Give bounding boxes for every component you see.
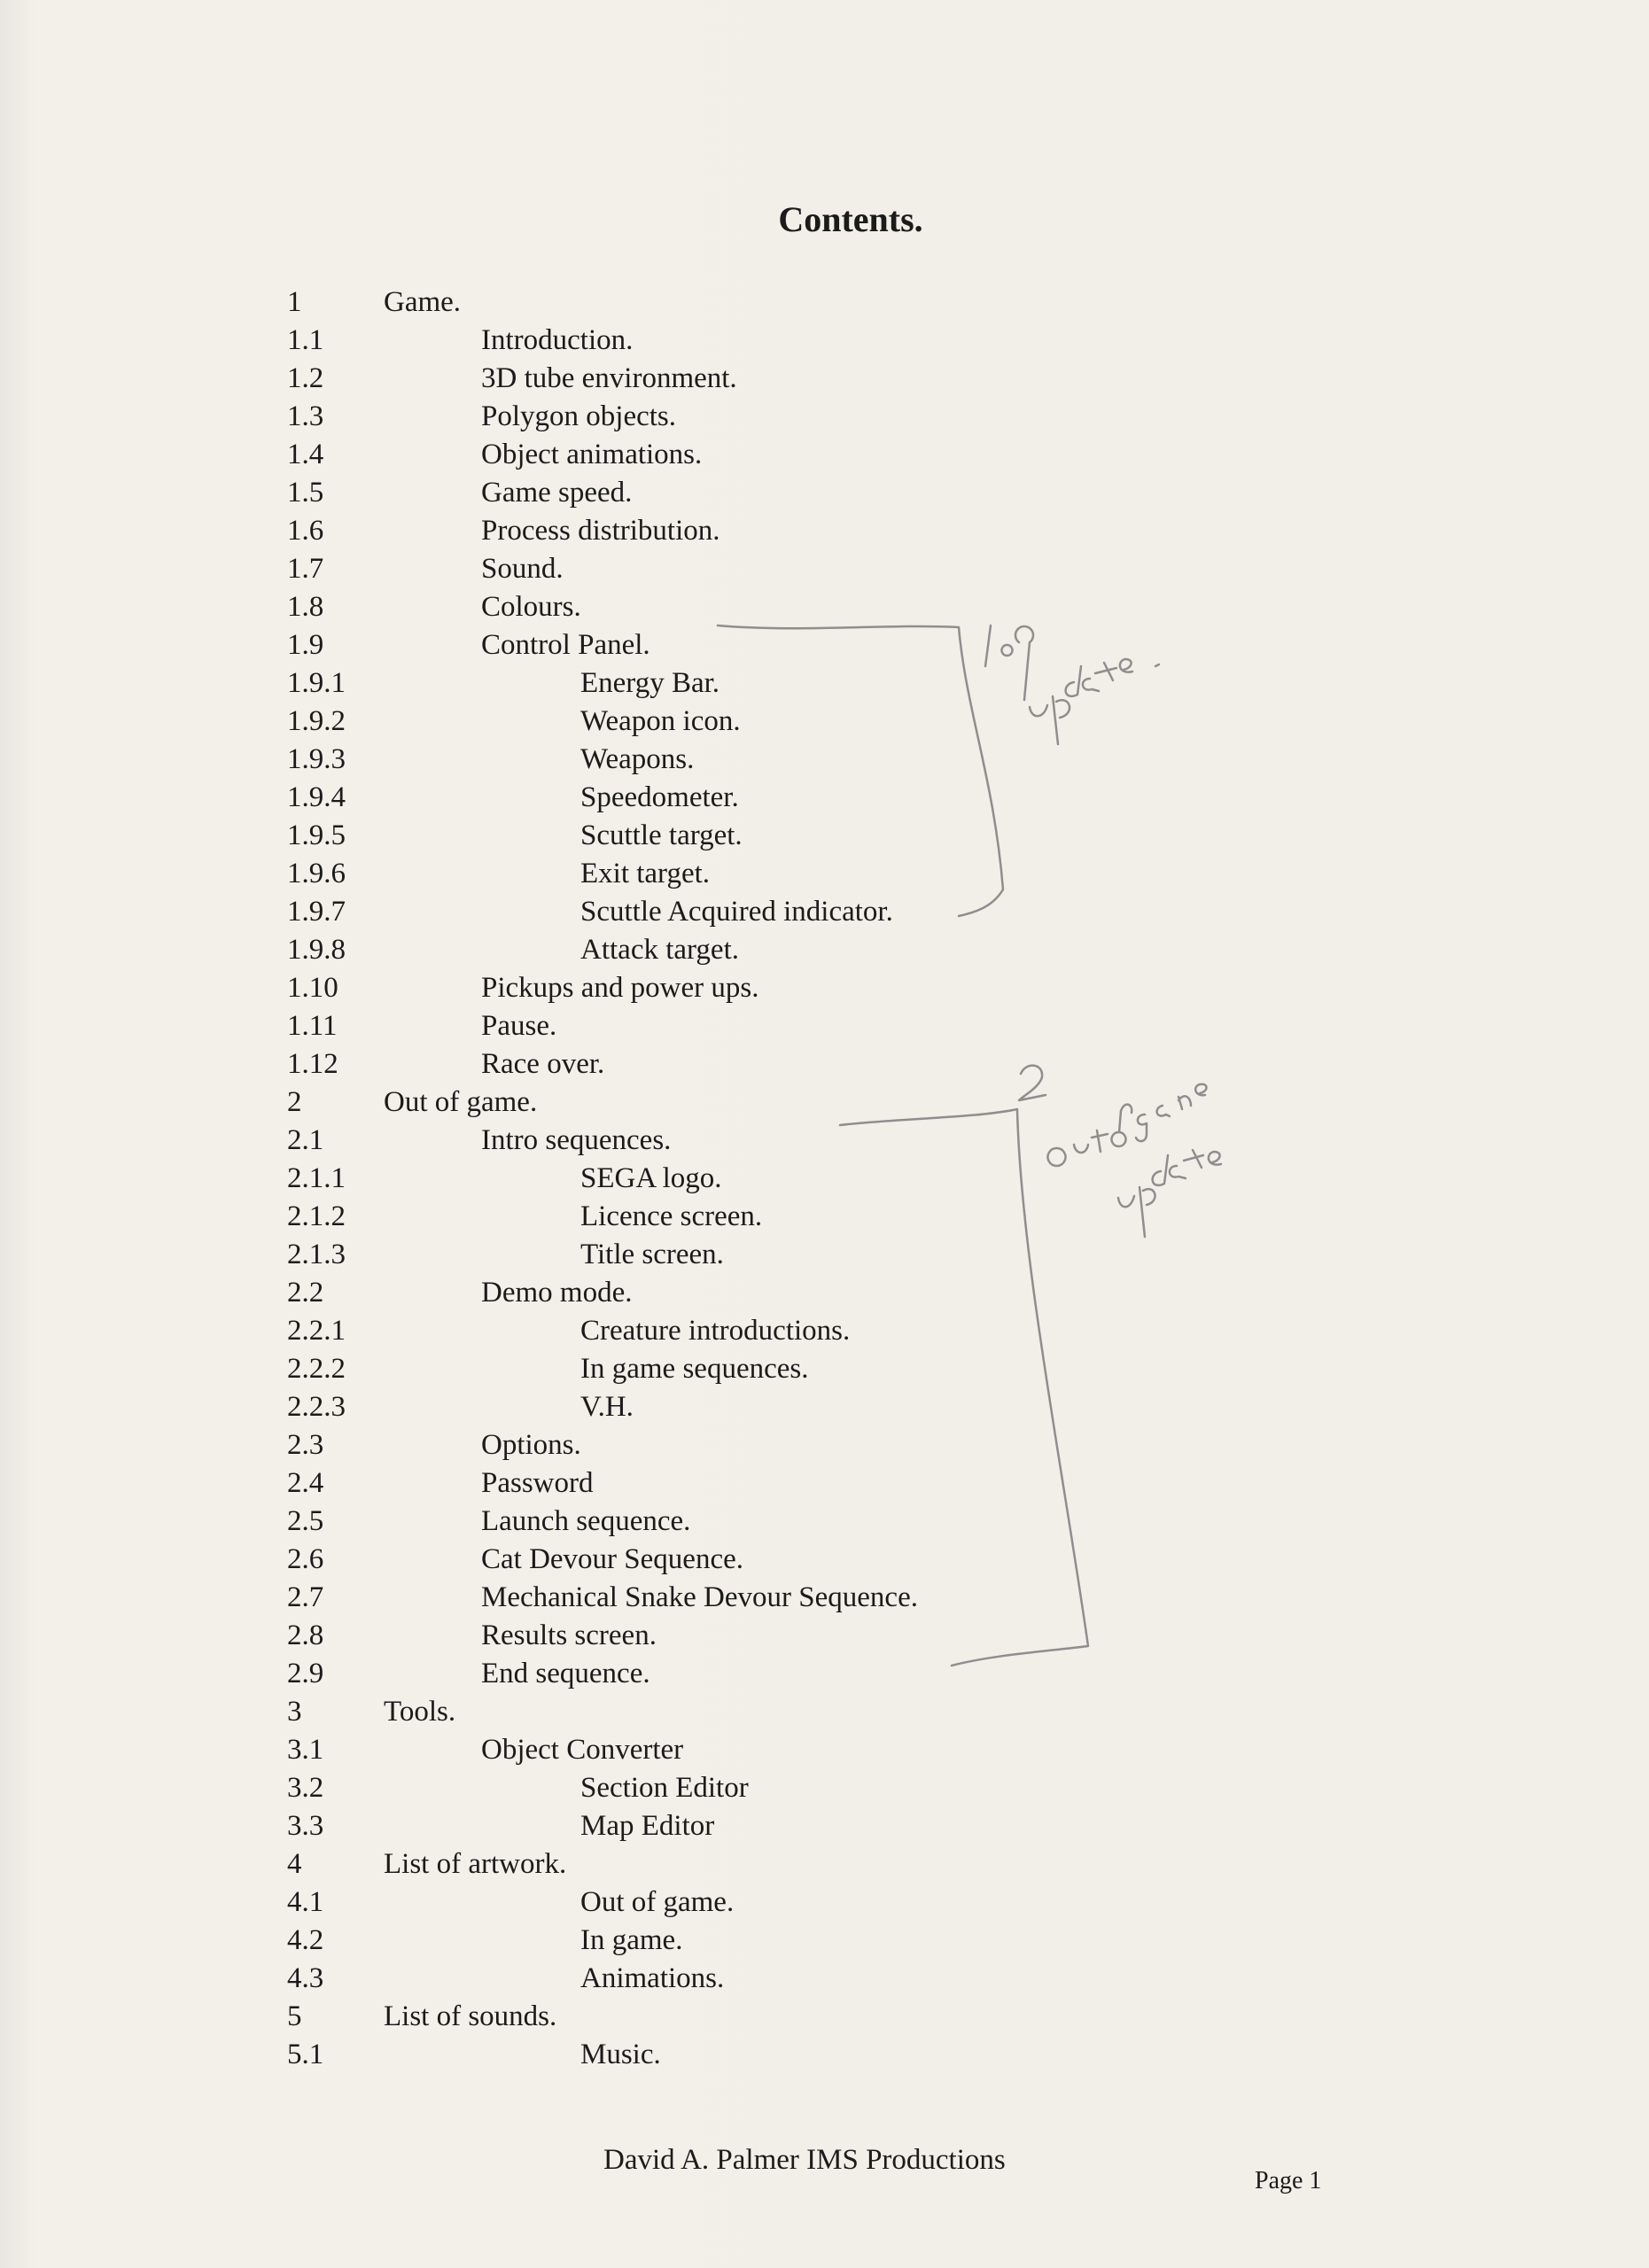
toc-entry [0, 893, 1649, 931]
toc-entry-number: 5.1 [287, 2039, 324, 2070]
toc-entry-label: Scuttle target. [580, 819, 743, 851]
toc-entry [0, 360, 1649, 398]
toc-entry-label: Pause. [481, 1010, 557, 1042]
toc-entry [0, 1388, 1649, 1426]
toc-entry-number: 2.6 [287, 1543, 324, 1575]
toc-entry-number: 2.2 [287, 1277, 324, 1309]
toc-entry-number: 4 [287, 1848, 302, 1880]
toc-entry-number: 1.12 [287, 1048, 338, 1080]
toc-entry-number: 2.4 [287, 1467, 324, 1499]
toc-entry-label: Cat Devour Sequence. [481, 1543, 743, 1575]
toc-entry-number: 1.2 [287, 362, 324, 394]
toc-entry-number: 1.9.1 [287, 667, 346, 699]
toc-entry [0, 1731, 1649, 1769]
toc-entry [0, 474, 1649, 512]
toc-entry-label: Race over. [481, 1048, 605, 1080]
toc-entry-number: 2.1.1 [287, 1162, 346, 1194]
toc-entry [0, 1998, 1649, 2036]
toc-entry-label: Attack target. [580, 934, 739, 966]
toc-entry [0, 1007, 1649, 1045]
toc-entry [0, 1884, 1649, 1922]
toc-entry-number: 1.11 [287, 1010, 338, 1042]
toc-entry-label: Exit target. [580, 858, 711, 889]
toc-entry-number: 2.5 [287, 1505, 324, 1537]
toc-entry-label: List of sounds. [384, 2000, 557, 2032]
toc-entry-number: 1.1 [287, 324, 324, 356]
toc-entry [0, 1274, 1649, 1312]
toc-entry-number: 2.2.3 [287, 1391, 346, 1423]
toc-entry-number: 1.3 [287, 400, 324, 432]
toc-entry-label: Weapon icon. [580, 705, 741, 737]
toc-entry-label: Animations. [580, 1962, 725, 1994]
toc-entry-label: End sequence. [481, 1658, 650, 1689]
toc-entry-number: 1.9.3 [287, 743, 346, 775]
toc-entry [0, 855, 1649, 893]
toc-entry-label: Weapons. [580, 743, 695, 775]
toc-entry [0, 588, 1649, 626]
toc-entry-number: 3.1 [287, 1734, 324, 1766]
toc-entry [0, 1693, 1649, 1731]
toc-entry [0, 1084, 1649, 1122]
toc-entry-label: Sound. [481, 553, 564, 585]
toc-entry [0, 1845, 1649, 1884]
toc-entry-number: 2.3 [287, 1429, 324, 1461]
toc-entry-label: Intro sequences. [481, 1124, 672, 1156]
toc-entry [0, 1960, 1649, 1998]
toc-entry-label: SEGA logo. [580, 1162, 722, 1194]
toc-entry-label: Object animations. [481, 439, 703, 470]
toc-entry-number: 1.9.7 [287, 896, 346, 928]
toc-entry [0, 512, 1649, 550]
toc-entry-label: Game. [384, 286, 462, 318]
toc-entry [0, 969, 1649, 1007]
table-of-contents [0, 284, 1649, 2074]
toc-entry [0, 322, 1649, 360]
toc-entry [0, 2036, 1649, 2074]
toc-entry-number: 1.9.6 [287, 858, 346, 889]
toc-entry [0, 931, 1649, 969]
toc-entry-number: 2.2.1 [287, 1315, 346, 1347]
toc-entry [0, 436, 1649, 474]
page-number: Page 1 [1255, 2167, 1322, 2194]
toc-entry [0, 1350, 1649, 1388]
page-title: Contents. [778, 199, 923, 239]
toc-entry-label: Tools. [384, 1696, 456, 1728]
toc-entry-number: 1 [287, 286, 302, 318]
toc-entry-number: 1.9 [287, 629, 324, 661]
toc-entry-label: V.H. [580, 1391, 634, 1423]
toc-entry-number: 1.5 [287, 477, 324, 509]
toc-entry-number: 4.2 [287, 1924, 324, 1956]
toc-entry-label: Creature introductions. [580, 1315, 851, 1347]
toc-entry-label: Object Converter [481, 1734, 684, 1766]
toc-entry-number: 1.10 [287, 972, 338, 1004]
toc-entry [0, 1769, 1649, 1807]
toc-entry [0, 284, 1649, 322]
toc-entry [0, 1503, 1649, 1541]
toc-entry [0, 1312, 1649, 1350]
toc-entry [0, 1160, 1649, 1198]
footer-author: David A. Palmer IMS Productions [603, 2144, 1006, 2176]
toc-entry-number: 2 [287, 1086, 302, 1118]
toc-entry-label: Out of game. [580, 1886, 735, 1918]
toc-entry-number: 1.8 [287, 591, 324, 623]
toc-entry-label: List of artwork. [384, 1848, 567, 1880]
toc-entry-number: 2.1.3 [287, 1239, 346, 1270]
toc-entry-label: Title screen. [580, 1239, 724, 1270]
toc-entry-label: Process distribution. [481, 515, 720, 547]
toc-entry [0, 779, 1649, 817]
toc-entry [0, 626, 1649, 664]
toc-entry-number: 2.8 [287, 1619, 324, 1651]
toc-entry-number: 3.2 [287, 1772, 324, 1804]
toc-entry-label: Licence screen. [580, 1200, 763, 1232]
toc-entry-label: Launch sequence. [481, 1505, 691, 1537]
toc-entry-number: 5 [287, 2000, 302, 2032]
toc-entry [0, 1541, 1649, 1579]
toc-entry-number: 1.6 [287, 515, 324, 547]
toc-entry-label: Introduction. [481, 324, 634, 356]
toc-entry [0, 1655, 1649, 1693]
toc-entry [0, 1464, 1649, 1503]
toc-entry [0, 703, 1649, 741]
toc-entry-label: Scuttle Acquired indicator. [580, 896, 893, 928]
toc-entry-number: 1.9.4 [287, 781, 346, 813]
toc-entry-number: 4.3 [287, 1962, 324, 1994]
toc-entry [0, 1236, 1649, 1274]
toc-entry-number: 2.9 [287, 1658, 324, 1689]
toc-entry [0, 550, 1649, 588]
toc-entry-label: Game speed. [481, 477, 633, 509]
toc-entry-number: 4.1 [287, 1886, 324, 1918]
toc-entry-label: Map Editor [580, 1810, 715, 1842]
toc-entry-label: Password [481, 1467, 594, 1499]
toc-entry-number: 1.9.5 [287, 819, 346, 851]
toc-entry-label: Out of game. [384, 1086, 538, 1118]
toc-entry-label: In game sequences. [580, 1353, 809, 1385]
toc-entry-number: 2.7 [287, 1581, 324, 1613]
toc-entry [0, 1617, 1649, 1655]
toc-entry [0, 1922, 1649, 1960]
toc-entry-label: Options. [481, 1429, 581, 1461]
toc-entry-label: Colours. [481, 591, 581, 623]
toc-entry-number: 3 [287, 1696, 302, 1728]
toc-entry [0, 1045, 1649, 1084]
toc-entry-label: Music. [580, 2039, 661, 2070]
toc-entry [0, 664, 1649, 703]
toc-entry [0, 1426, 1649, 1464]
toc-entry-label: Results screen. [481, 1619, 657, 1651]
toc-entry [0, 817, 1649, 855]
toc-entry-label: Control Panel. [481, 629, 650, 661]
toc-entry [0, 1198, 1649, 1236]
toc-entry-number: 2.1.2 [287, 1200, 346, 1232]
toc-entry [0, 398, 1649, 436]
toc-entry-label: Speedometer. [580, 781, 739, 813]
toc-entry-number: 1.9.2 [287, 705, 346, 737]
toc-entry-label: Demo mode. [481, 1277, 633, 1309]
toc-entry-label: In game. [580, 1924, 683, 1956]
toc-entry [0, 1807, 1649, 1845]
toc-entry [0, 1122, 1649, 1160]
toc-entry-number: 3.3 [287, 1810, 324, 1842]
toc-entry [0, 741, 1649, 779]
toc-entry-number: 1.9.8 [287, 934, 346, 966]
toc-entry-label: Pickups and power ups. [481, 972, 759, 1004]
toc-entry-number: 1.4 [287, 439, 324, 470]
toc-entry-number: 2.2.2 [287, 1353, 346, 1385]
toc-entry-label: Polygon objects. [481, 400, 676, 432]
toc-entry-label: Section Editor [580, 1772, 749, 1804]
toc-entry [0, 1579, 1649, 1617]
toc-entry-label: 3D tube environment. [481, 362, 737, 394]
toc-entry-number: 2.1 [287, 1124, 324, 1156]
toc-entry-number: 1.7 [287, 553, 324, 585]
toc-entry-label: Energy Bar. [580, 667, 720, 699]
toc-entry-label: Mechanical Snake Devour Sequence. [481, 1581, 918, 1613]
